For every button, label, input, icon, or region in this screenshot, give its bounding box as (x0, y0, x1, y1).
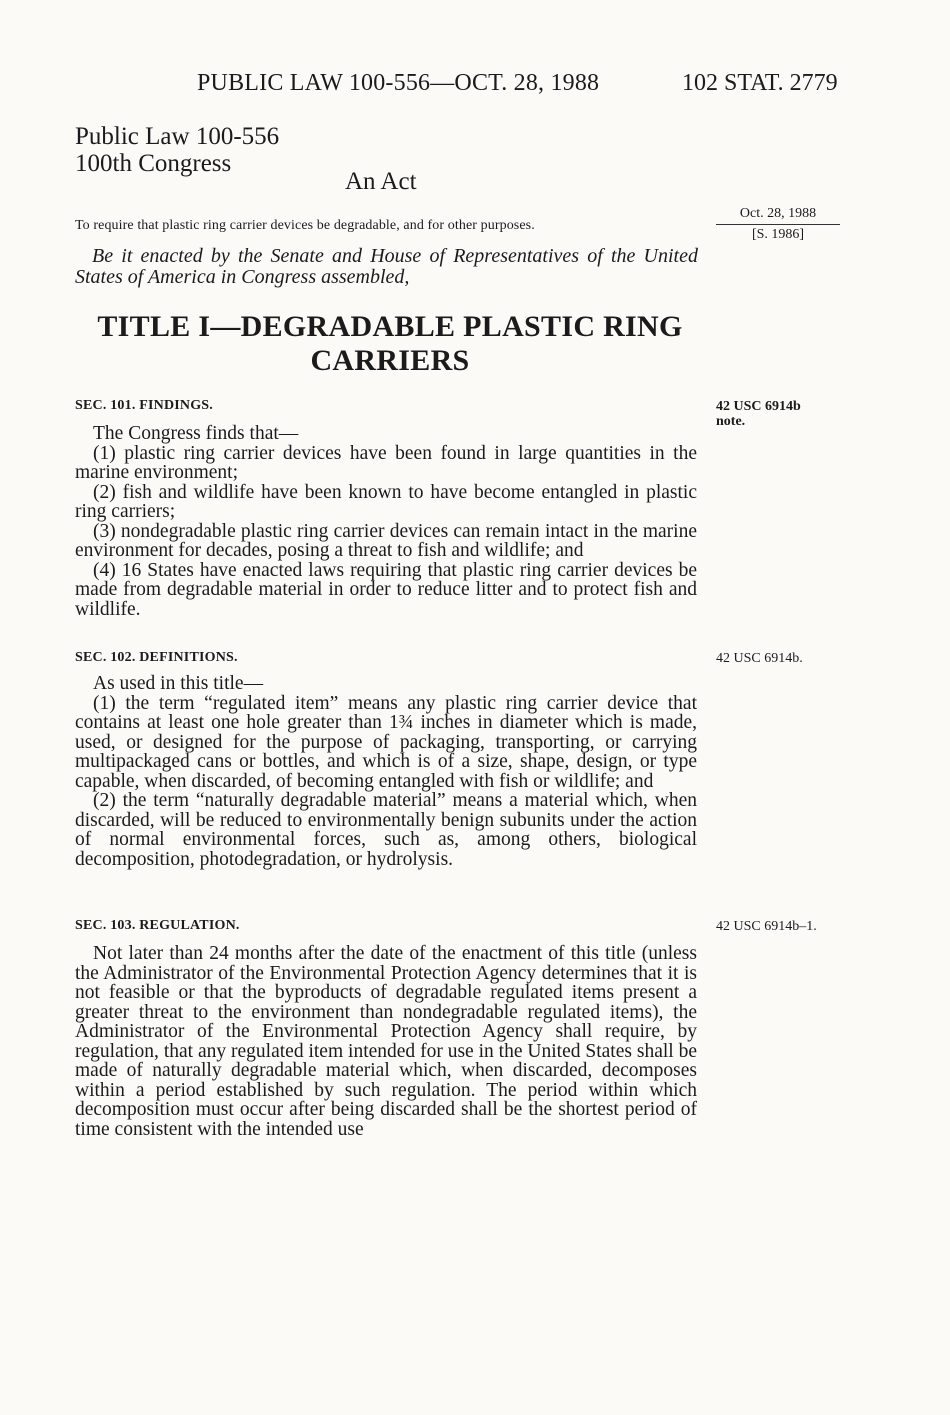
title-heading-line2: CARRIERS (310, 344, 470, 377)
act-label: An Act (345, 168, 417, 195)
enacting-clause: Be it enacted by the Senate and House of Representatives of the United States of America in Congress assembled, (75, 245, 698, 288)
bill-number: [S. 1986] (751, 227, 805, 242)
sec101-item-2: (2) fish and wildlife have been known to have become entangled in plastic ring carriers; (75, 481, 697, 522)
sec103-body (75, 944, 697, 1139)
running-title: PUBLIC LAW 100-556—OCT. 28, 1988 (197, 70, 600, 96)
sec101-usc-note: note. (716, 414, 746, 429)
sec101-usc-cite: 42 USC 6914b (716, 399, 801, 414)
sec102-lead: As used in this title— (93, 673, 264, 694)
congress-number: 100th Congress (75, 150, 232, 177)
margin-date-note (716, 205, 840, 243)
enactment-date: Oct. 28, 1988 (716, 205, 840, 225)
sec101-item-4: (4) 16 States have enacted laws requiring that plastic ring carrier devices be made from degradable material in order to reduce litter and to protect fish and wildlife. (75, 559, 697, 620)
sec102-margin-note: 42 USC 6914b. (716, 651, 803, 666)
public-law-number: Public Law 100-556 (75, 123, 280, 150)
sec101-item-1: (1) plastic ring carrier devices have been found in large quantities in the marine environment; (75, 442, 697, 483)
sec102-item-2: (2) the term “naturally degradable material” means a material which, when discarded, will be reduced to environmentally benign subunits under the action of normal environmental forces, such as, among others, biological decomposition, photodegradation, or hydrolysis. (75, 790, 697, 870)
sec103-text: Not later than 24 months after the date of the enactment of this title (unless the Administrator of the Environmental Protection Agency determines that it is not feasible or that the byproducts of degradable regulated items present a greater threat to the environment than nondegradable regulated items), the Administrator of the Environmental Protection Agency shall require, by regulation, that any regulated item intended for use in the United States shall be made of naturally degradable material which, when discarded, decomposes within a period established by such regulation. The period within which decomposition must occur after being discarded shall be the shortest period of time consistent with the intended use (75, 943, 697, 1140)
sec101-body (75, 424, 697, 619)
sec103-heading: SEC. 103. REGULATION. (75, 918, 240, 933)
law-identifier (75, 123, 279, 177)
sec102-item-1: (1) the term “regulated item” means any plastic ring carrier device that contains at least one hole greater than 1¾ inches in diameter which is made, used, or designed for the purpose of packaging, transporting, or carrying multipackaged cans or bottles, and which is of a size, shape, design, or type capable, when discarded, of becoming entangled with fish or wildlife; and (75, 692, 697, 792)
sec101-item-3: (3) nondegradable plastic ring carrier devices can remain intact in the marine environment for decades, posing a threat to fish and wildlife; and (75, 520, 697, 561)
sec103-margin-note: 42 USC 6914b–1. (716, 919, 817, 934)
title-heading-line1: TITLE I—DEGRADABLE PLASTIC RING (97, 310, 683, 343)
sec102-body (75, 674, 697, 869)
sec101-margin-note (716, 399, 801, 429)
sec102-heading: SEC. 102. DEFINITIONS. (75, 650, 238, 665)
sec101-heading: SEC. 101. FINDINGS. (75, 398, 213, 413)
act-purpose: To require that plastic ring carrier devices be degradable, and for other purposes. (75, 218, 535, 233)
stat-page-ref: 102 STAT. 2779 (682, 70, 838, 96)
sec101-lead: The Congress finds that— (93, 423, 299, 444)
title-heading (95, 310, 685, 378)
